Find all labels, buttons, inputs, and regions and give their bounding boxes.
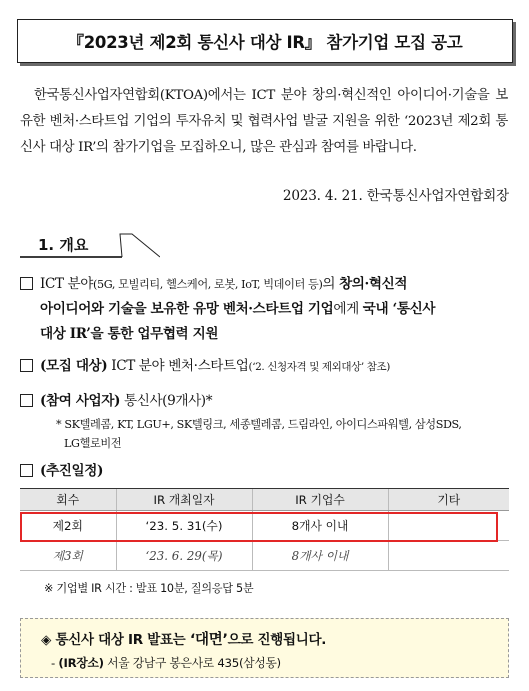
venue-label: (IR장소) — [58, 656, 104, 670]
purpose-bold-4: 대상 IR’을 통한 업무협력 지원 — [40, 326, 219, 342]
purpose-text-3: 에게 — [333, 301, 359, 317]
table-cell — [388, 511, 509, 541]
table-cell: 제3회 — [20, 541, 116, 571]
item-purpose — [20, 272, 512, 347]
table-cell: 8개사 이내 — [252, 541, 388, 571]
section-overview-title: 1. 개요 — [38, 236, 89, 254]
signature-line: 2023. 4. 21. 한국통신사업자연합회장 — [282, 188, 509, 204]
checkbox-square-icon — [20, 464, 33, 477]
table-cell: 제2회 — [20, 511, 116, 541]
callout-suffix: 으로 진행됩니다. — [227, 632, 327, 648]
checkbox-square-icon — [20, 359, 33, 372]
section-overview-header — [20, 230, 510, 260]
participants-note — [56, 415, 462, 453]
item-schedule — [20, 459, 512, 484]
table-row — [20, 541, 509, 571]
intro-paragraph — [20, 83, 508, 161]
ir-time-footnote: ※ 기업별 IR 시간 : 발표 10분, 질의응답 5분 — [44, 582, 254, 595]
purpose-text-1: ICT 분야 — [40, 276, 94, 292]
purpose-bold-2: 아이디어와 기술을 보유한 유망 벤처·스타트업 기업 — [40, 301, 334, 317]
table-header: IR 기업수 — [252, 489, 388, 511]
participants-text: 통신사(9개사)* — [123, 393, 213, 409]
purpose-bold-3: 국내 ‘통신사 — [362, 301, 436, 317]
callout-prefix: ◈ 통신사 대상 IR 발표는 — [41, 632, 190, 648]
table-header: 회수 — [20, 489, 116, 511]
participants-note-line-1: * SK텔레콤, KT, LGU+, SK텔링크, 세종텔레콤, 드림라인, 아이디스파워텔, 삼성SDS, — [56, 418, 462, 431]
item-target — [20, 354, 512, 380]
callout-line-2 — [51, 654, 281, 671]
table-cell — [388, 541, 509, 571]
item-participants — [20, 389, 512, 414]
venue-address: 서울 강남구 봉은사로 435(삼성동) — [107, 656, 281, 670]
target-reference: (‘2. 신청자격 및 제외대상’ 참조) — [248, 361, 390, 373]
schedule-label: (추진일정) — [40, 463, 103, 479]
table-header-row — [20, 489, 509, 511]
schedule-table — [20, 488, 509, 571]
callout-line-1 — [41, 628, 326, 649]
target-text: ICT 분야 벤처·스타트업 — [111, 358, 249, 374]
table-row — [20, 511, 509, 541]
purpose-text-2: 의 — [322, 276, 336, 292]
callout-emphasis: ‘대면’ — [189, 632, 228, 648]
table-header: IR 개최일자 — [116, 489, 252, 511]
table-header: 기타 — [388, 489, 509, 511]
purpose-examples: (5G, 모빌리티, 헬스케어, 로봇, IoT, 빅데이터 등) — [93, 278, 323, 291]
notice-callout — [20, 618, 509, 678]
participants-label: (참여 사업자) — [40, 393, 121, 409]
checkbox-square-icon — [20, 277, 33, 290]
target-label: (모집 대상) — [40, 358, 108, 374]
participants-note-line-2: LG헬로비전 — [64, 437, 122, 450]
table-cell: ‘23. 6. 29(목) — [116, 541, 252, 571]
table-cell: ‘23. 5. 31(수) — [116, 511, 252, 541]
announcement-title: 『2023년 제2회 통신사 대상 IR』 참가기업 모집 공고 — [17, 19, 513, 63]
callout-dash: - — [51, 656, 55, 670]
table-cell: 8개사 이내 — [252, 511, 388, 541]
intro-text: 한국통신사업자연합회(KTOA)에서는 ICT 분야 창의·혁신적인 아이디어·기술을 보유한 벤처·스타트업 기업의 투자유치 및 협력사업 발굴 지원을 위한 ‘2023년 제2회 통신사 대상 IR’의 참가기업을 모집하오니, 많은 관심과 참여를 바랍니다. — [20, 88, 508, 155]
purpose-bold-1: 창의·혁신적 — [339, 276, 408, 292]
checkbox-square-icon — [20, 394, 33, 407]
